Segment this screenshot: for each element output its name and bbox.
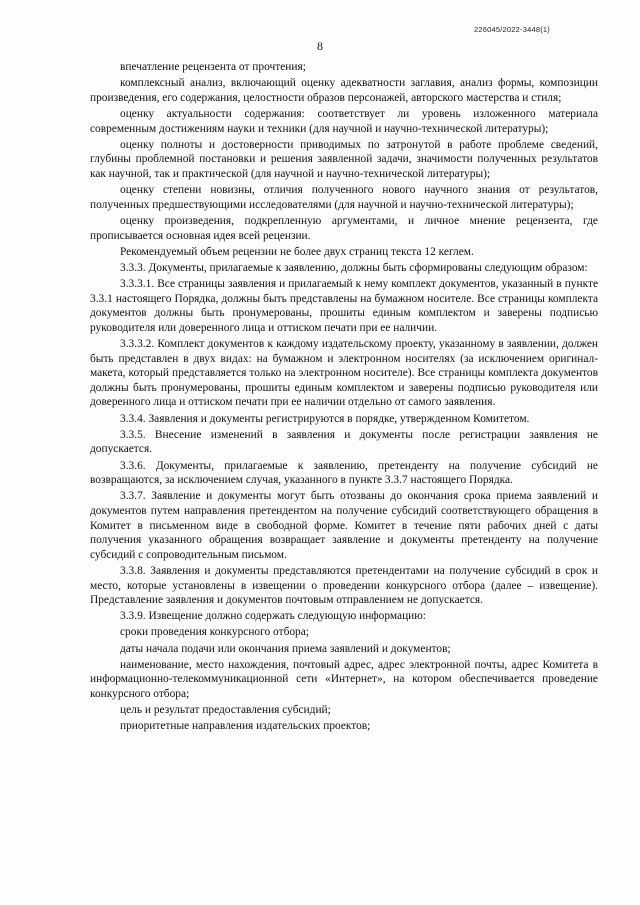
paragraph: 3.3.6. Документы, прилагаемые к заявлению, претенденту на получение субсидий не возвращаются, за исключением случая, указанного в пункте 3.3.7 настоящего Порядка. <box>90 459 598 487</box>
paragraph: оценку произведения, подкрепленную аргументами, и личное мнение рецензента, где прописывается основная идея всей рецензии. <box>90 214 598 242</box>
paragraph: 3.3.9. Извещение должно содержать следующую информацию: <box>120 610 426 623</box>
paragraph: 3.3.3.2. Комплект документов к каждому издательскому проекту, указанному в заявлении, должен быть представлен в двух видах: на бумажном и электронном носителях (за исключением оригинал-макета, который представляется только на электронном носителе). Все страницы комплекта документов должны быть пронумерованы, прошиты единым комплектом и заверены подписью руководителя или доверенного лица и оттиском печати при ее наличии отдельно от самого заявления. <box>90 338 598 409</box>
paragraph: 3.3.5. Внесение изменений в заявления и документы после регистрации заявления не допускается. <box>90 428 598 456</box>
paragraph: сроки проведения конкурсного отбора; <box>120 626 309 639</box>
paragraph: даты начала подачи или окончания приема заявлений и документов; <box>120 642 451 655</box>
page-number: 8 <box>317 39 323 53</box>
paragraph: комплексный анализ, включающий оценку адекватности заглавия, анализ формы, композиции произведения, его содержания, целостности образов персонажей, авторского мастерства и стиля; <box>90 77 598 104</box>
paragraph: 3.3.4. Заявления и документы регистрируются в порядке, утвержденном Комитетом. <box>120 412 530 425</box>
paragraph: 3.3.7. Заявление и документы могут быть отозваны до окончания срока приема заявлений и документов путем направления претендентом на получение субсидий соответствующего обращения в Комитет в письменном виде в свободной форме. Комитет в течение пяти рабочих дней с даты получения указанного обращения возвращает заявление и документы претенденту на получение субсидий с сопроводительным письмом. <box>90 490 598 561</box>
paragraph: Рекомендуемый объем рецензии не более двух страниц текста 12 кеглем. <box>120 245 474 258</box>
paragraph: оценку полноты и достоверности приводимых по затронутой в работе проблеме сведений, глубины проблемной постановки и решения заявленной задачи, значимости полученных результатов как научной, так и практической (для научной и научно-технической литературы); <box>90 138 598 180</box>
paragraph: оценку степени новизны, отличия полученного нового научного знания от результатов, полученных предшествующими исследователями (для научной и научно-технической литературы); <box>90 184 598 211</box>
paragraph: приоритетные направления издательских проектов; <box>120 720 371 733</box>
document-body <box>90 60 598 736</box>
paragraph: наименование, место нахождения, почтовый адрес, адрес электронной почты, адрес Комитета в информационно-телекоммуникационной сети «Интернет», на котором обеспечивается проведение конкурсного отбора; <box>90 658 598 701</box>
paragraph: 3.3.3. Документы, прилагаемые к заявлению, должны быть сформированы следующим образом: <box>120 261 588 274</box>
paragraph: 3.3.8. Заявления и документы представляются претендентами на получение субсидий в срок и место, которые установлены в извещении о проведении конкурсного отбора (далее – извещение). Представление заявления и документов почтовым отправлением не допускается. <box>90 564 598 607</box>
paragraph: впечатление рецензента от прочтения; <box>120 61 306 73</box>
paragraph: 3.3.3.1. Все страницы заявления и прилагаемый к нему комплект документов, указанный в пункте 3.3.1 настоящего Порядка, должны быть представлены на бумажном носителе. Все страницы комплекта документов должны быть пронумерованы, прошиты единым комплектом и заверены подписью руководителя или доверенного лица и оттиском печати при ее наличии. <box>90 278 598 334</box>
paragraph: цель и результат предоставления субсидий; <box>120 704 331 717</box>
document-number: 226045/2022-3448(1) <box>474 25 550 34</box>
paragraph: оценку актуальности содержания: соответствует ли уровень изложенного материала современным достижениям науки и техники (для научной и научно-технической литературы); <box>90 107 598 135</box>
